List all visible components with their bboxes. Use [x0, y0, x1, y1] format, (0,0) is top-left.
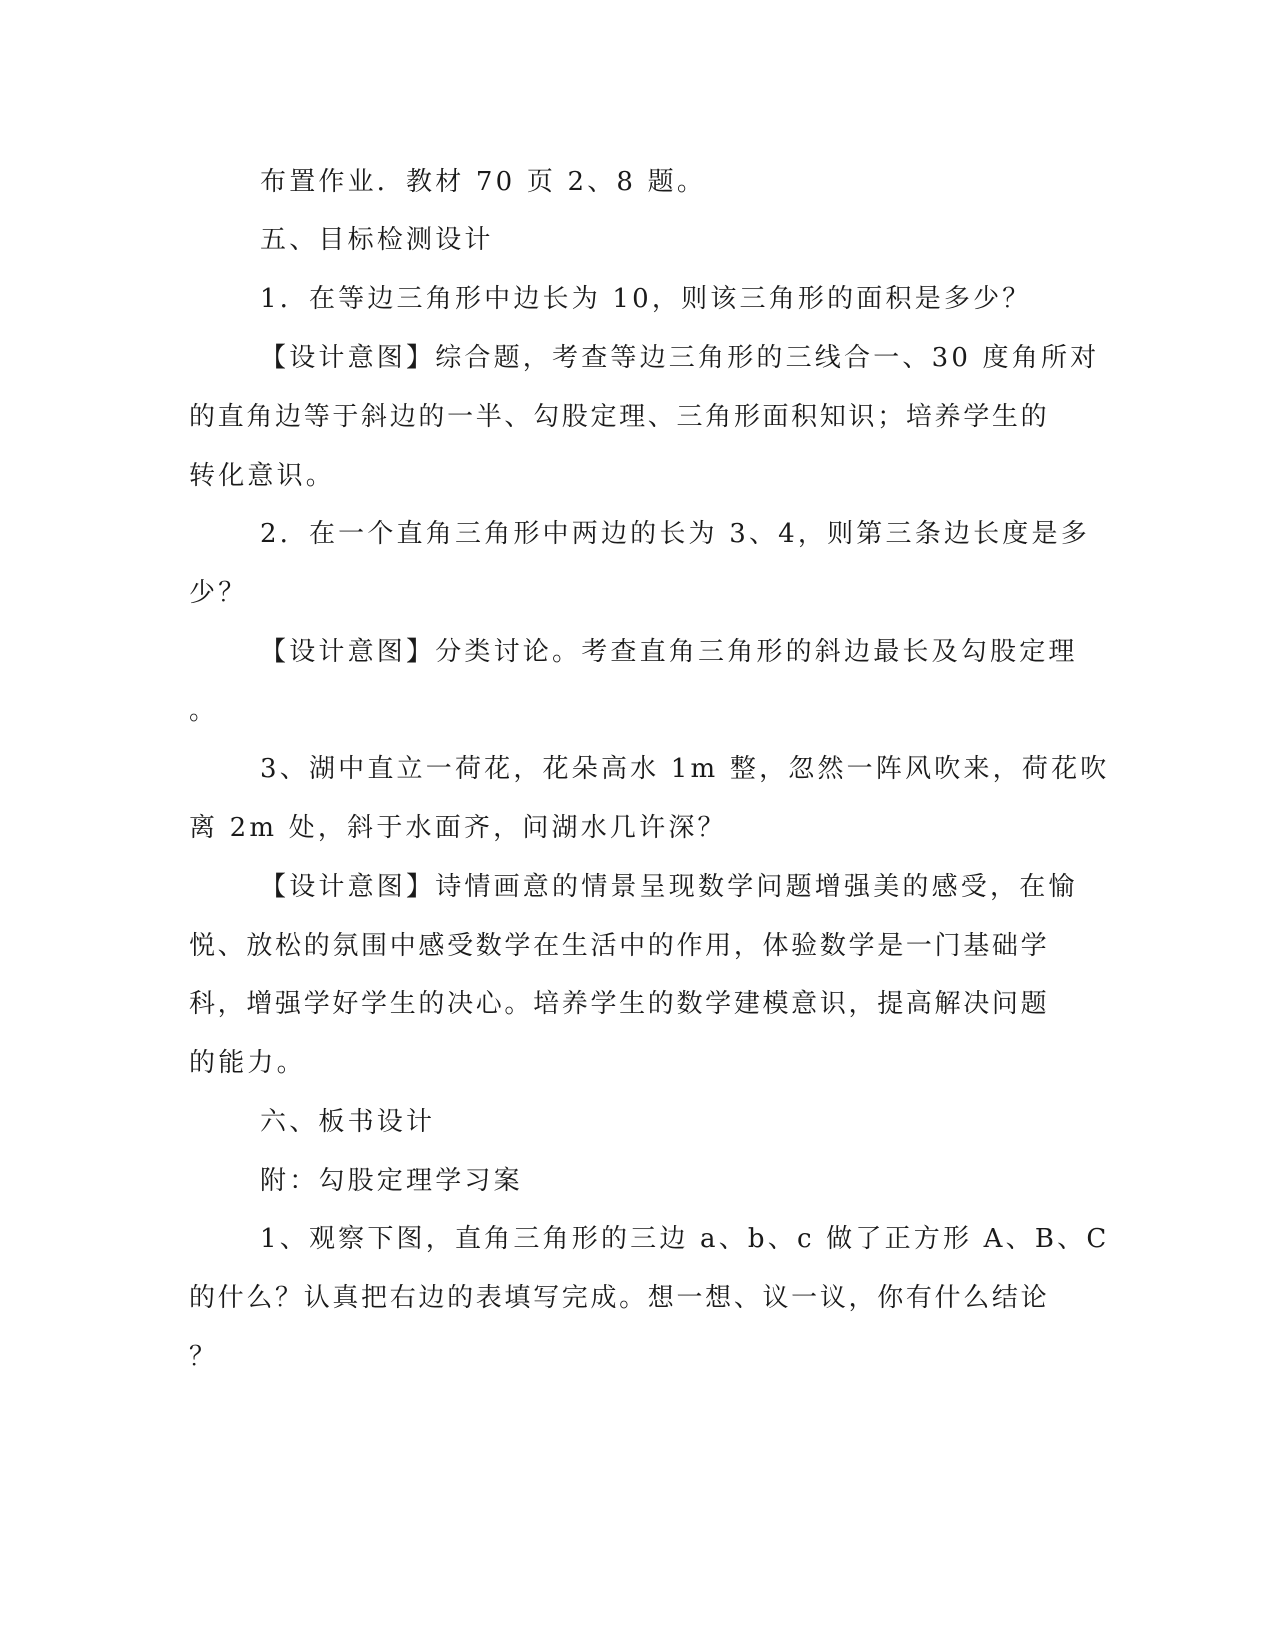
design-intent-1-line-3: 转化意识。 [189, 461, 336, 491]
section-five-heading: 五、目标检测设计 [260, 225, 494, 255]
question-3-line-2: 离 2m 处，斜于水面齐，问湖水几许深？ [189, 813, 727, 843]
design-intent-2-line-1: 【设计意图】分类讨论。考查直角三角形的斜边最长及勾股定理 [260, 637, 1078, 667]
question-1: 1．在等边三角形中边长为 10，则该三角形的面积是多少？ [260, 284, 1032, 314]
design-intent-1-line-2: 的直角边等于斜边的一半、勾股定理、三角形面积知识；培养学生的 [189, 402, 1049, 432]
section-six-heading: 六、板书设计 [260, 1107, 436, 1137]
appendix-item-1-line-2: 的什么？认真把右边的表填写完成。想一想、议一议，你有什么结论 [189, 1283, 1049, 1313]
appendix-item-1-line-3: ？ [189, 1342, 219, 1372]
appendix-heading: 附：勾股定理学习案 [260, 1166, 523, 1196]
design-intent-3-line-3: 科，增强学好学生的决心。培养学生的数学建模意识，提高解决问题 [189, 989, 1049, 1019]
design-intent-1-line-1: 【设计意图】综合题，考查等边三角形的三线合一、30 度角所对 [260, 343, 1100, 373]
design-intent-3-line-2: 悦、放松的氛围中感受数学在生活中的作用，体验数学是一门基础学 [189, 931, 1049, 961]
question-2-line-1: 2．在一个直角三角形中两边的长为 3、4，则第三条边长度是多 [260, 519, 1090, 549]
design-intent-3-line-4: 的能力。 [189, 1048, 306, 1078]
homework-line: 布置作业．教材 70 页 2、8 题。 [260, 167, 707, 197]
question-2-line-2: 少？ [189, 578, 248, 608]
design-intent-3-line-1: 【设计意图】诗情画意的情景呈现数学问题增强美的感受，在愉 [260, 872, 1078, 902]
question-3-line-1: 3、湖中直立一荷花，花朵高水 1m 整，忽然一阵风吹来，荷花吹 [260, 754, 1110, 784]
design-intent-2-line-2: 。 [189, 696, 219, 726]
appendix-item-1-line-1: 1、观察下图，直角三角形的三边 a、b、c 做了正方形 A、B、C [260, 1224, 1110, 1254]
